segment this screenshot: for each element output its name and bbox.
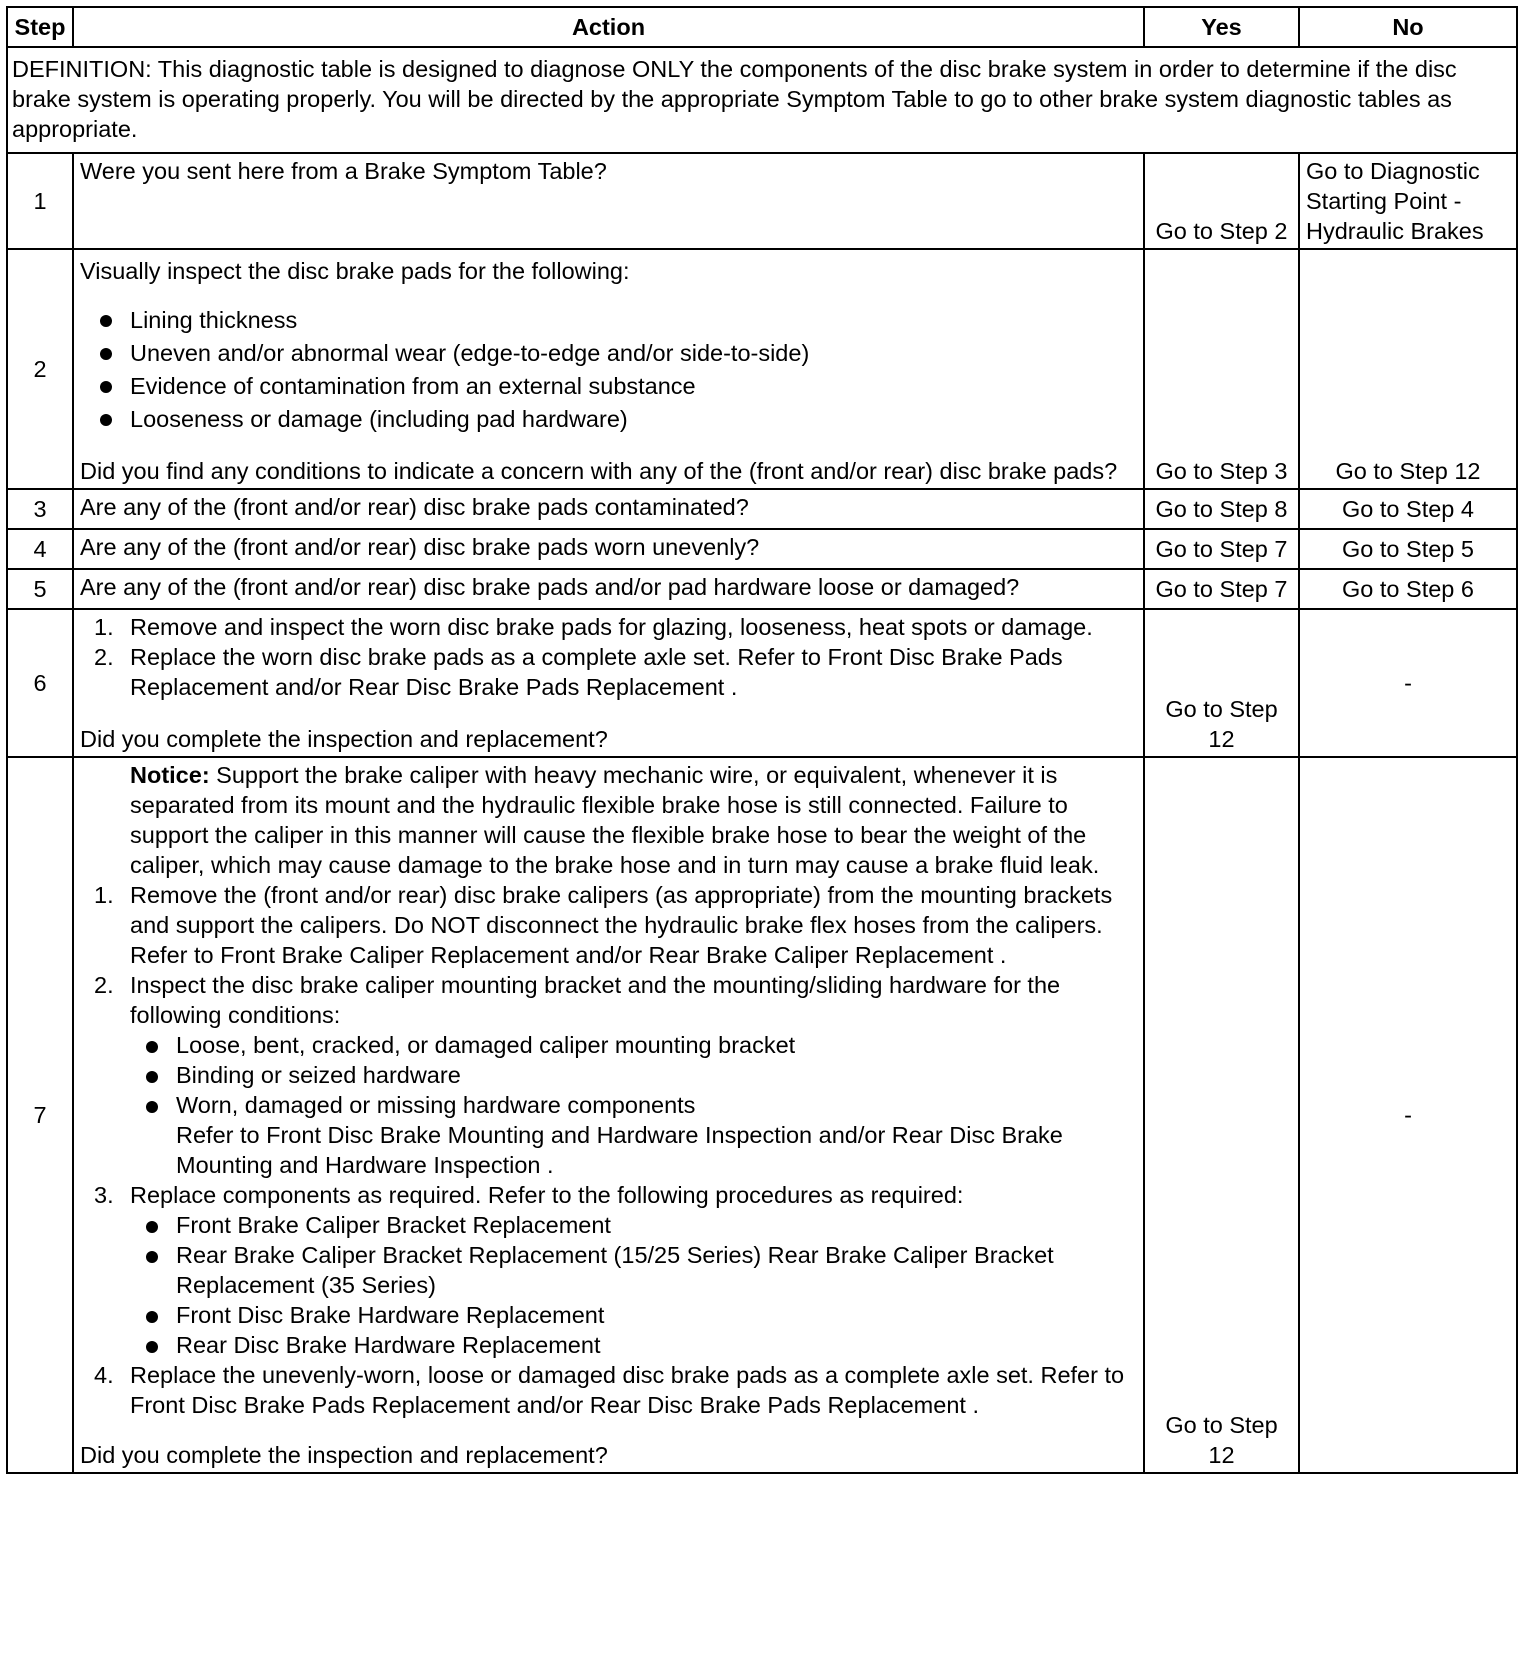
step-intro: Visually inspect the disc brake pads for the following:	[80, 258, 630, 284]
list-item	[80, 970, 1137, 1180]
step-number: 5	[7, 569, 73, 609]
header-step: Step	[7, 7, 73, 47]
item-text: Replace the worn disc brake pads as a complete axle set. Refer to Front Disc Brake Pads Replacement and/or Rear Disc Brake Pads Replacement .	[130, 644, 1063, 700]
list-item	[80, 1360, 1137, 1420]
item-number: 4.	[94, 1362, 114, 1388]
list-item: Rear Brake Caliper Bracket Replacement (15/25 Series) Rear Brake Caliper Bracket Replacement (35 Series)	[146, 1240, 1137, 1300]
item-text: Remove and inspect the worn disc brake pads for glazing, looseness, heat spots or damage.	[130, 614, 1093, 640]
definition-text: DEFINITION: This diagnostic table is designed to diagnose ONLY the components of the disc brake system in order to determine if the disc brake system is operating properly. You will be directed by the appropriate Symptom Table to go to other brake system diagnostic tables as appropriate.	[7, 47, 1517, 153]
item-number: 3.	[94, 1182, 114, 1208]
notice-text: Support the brake caliper with heavy mechanic wire, or equivalent, whenever it is separated from its mount and the hydraulic flexible brake hose is still connected. Failure to support the caliper in this manner will cause the flexible brake hose to bear the weight of the caliper, which may cause damage to the brake hose and in turn may cause a brake fluid leak.	[130, 762, 1100, 878]
no-target: Go to Step 5	[1299, 529, 1517, 569]
list-item: Evidence of contamination from an external substance	[100, 370, 1137, 403]
header-action: Action	[73, 7, 1144, 47]
step-question: Did you find any conditions to indicate a concern with any of the (front and/or rear) disc brake pads?	[80, 458, 1118, 484]
yes-target: Go to Step 2	[1144, 153, 1299, 249]
step-row-6	[7, 609, 1517, 757]
list-item: Front Disc Brake Hardware Replacement	[146, 1300, 1137, 1330]
definition-row	[7, 47, 1517, 153]
yes-target: Go to Step 8	[1144, 489, 1299, 529]
list-item: Binding or seized hardware	[146, 1060, 1137, 1090]
step-action	[73, 249, 1144, 489]
item-text: Remove the (front and/or rear) disc brake calipers (as appropriate) from the mounting brackets and support the calipers. Do NOT disconnect the hydraulic brake flex hoses from the calipers. Refer to Front Brake Caliper Replacement and/or Rear Brake Caliper Replacement .	[130, 882, 1113, 968]
step-row-5	[7, 569, 1517, 609]
no-target: -	[1299, 609, 1517, 757]
no-target: Go to Step 12	[1299, 249, 1517, 489]
list-item: Worn, damaged or missing hardware components	[146, 1090, 1137, 1120]
item-text: Replace the unevenly-worn, loose or damaged disc brake pads as a complete axle set. Refer to Front Disc Brake Pads Replacement and/or Rear Disc Brake Pads Replacement .	[130, 1362, 1125, 1418]
list-item: Lining thickness	[100, 304, 1137, 337]
step-number: 3	[7, 489, 73, 529]
step-question: Did you complete the inspection and replacement?	[80, 726, 608, 752]
no-target: Go to Step 4	[1299, 489, 1517, 529]
step-row-7	[7, 757, 1517, 1473]
step-number: 7	[7, 757, 73, 1473]
item-number: 1.	[94, 614, 114, 640]
step-row-3	[7, 489, 1517, 529]
step-question: Did you complete the inspection and replacement?	[80, 1442, 608, 1468]
list-item	[80, 880, 1137, 970]
procedure-refs	[130, 1210, 1137, 1360]
item-text: Replace components as required. Refer to the following procedures as required:	[130, 1182, 964, 1208]
item-number: 1.	[94, 882, 114, 908]
item-number: 2.	[94, 972, 114, 998]
condition-list	[80, 304, 1137, 436]
procedure-list	[80, 612, 1137, 702]
step-number: 4	[7, 529, 73, 569]
step-number: 2	[7, 249, 73, 489]
no-target: Go to Diagnostic Starting Point - Hydraulic Brakes	[1299, 153, 1517, 249]
step-action: Are any of the (front and/or rear) disc brake pads contaminated?	[73, 489, 1144, 529]
no-target: -	[1299, 757, 1517, 1473]
step-action	[73, 757, 1144, 1473]
list-item: Looseness or damage (including pad hardware)	[100, 403, 1137, 436]
header-row	[7, 7, 1517, 47]
header-yes: Yes	[1144, 7, 1299, 47]
step-action: Are any of the (front and/or rear) disc brake pads and/or pad hardware loose or damaged?	[73, 569, 1144, 609]
list-item: Front Brake Caliper Bracket Replacement	[146, 1210, 1137, 1240]
list-item	[80, 642, 1137, 702]
list-item: Uneven and/or abnormal wear (edge-to-edge and/or side-to-side)	[100, 337, 1137, 370]
step-row-2	[7, 249, 1517, 489]
step-action: Are any of the (front and/or rear) disc brake pads worn unevenly?	[73, 529, 1144, 569]
notice	[80, 760, 1137, 880]
list-item: Rear Disc Brake Hardware Replacement	[146, 1330, 1137, 1360]
yes-target: Go to Step 7	[1144, 569, 1299, 609]
item-number: 2.	[94, 644, 114, 670]
item-text: Inspect the disc brake caliper mounting bracket and the mounting/sliding hardware for the following conditions:	[130, 972, 1061, 1028]
step-number: 1	[7, 153, 73, 249]
no-target: Go to Step 6	[1299, 569, 1517, 609]
step-row-4	[7, 529, 1517, 569]
yes-target: Go to Step 3	[1144, 249, 1299, 489]
list-item	[80, 1180, 1137, 1360]
diagnostic-table	[6, 6, 1518, 1474]
yes-target: Go to Step 12	[1144, 609, 1299, 757]
list-item	[80, 612, 1137, 642]
header-no: No	[1299, 7, 1517, 47]
step-number: 6	[7, 609, 73, 757]
refer-text: Refer to Front Disc Brake Mounting and Hardware Inspection and/or Rear Disc Brake Mounting and Hardware Inspection .	[176, 1122, 1063, 1178]
yes-target: Go to Step 12	[1144, 757, 1299, 1473]
step-action	[73, 609, 1144, 757]
step-row-1	[7, 153, 1517, 249]
step-action: Were you sent here from a Brake Symptom Table?	[73, 153, 1144, 249]
procedure-list	[80, 880, 1137, 1420]
list-item: Loose, bent, cracked, or damaged caliper mounting bracket	[146, 1030, 1137, 1060]
yes-target: Go to Step 7	[1144, 529, 1299, 569]
condition-list	[130, 1030, 1137, 1120]
notice-label: Notice:	[130, 762, 210, 788]
